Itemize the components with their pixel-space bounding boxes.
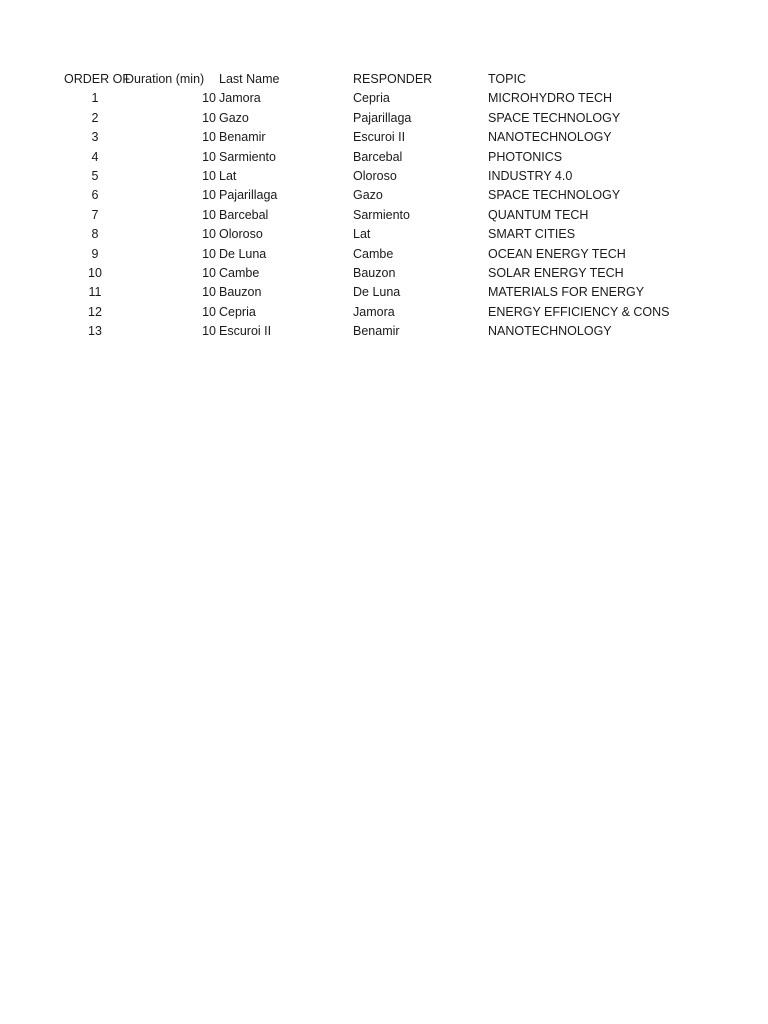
- duration-cell: 10: [202, 188, 216, 203]
- last-name-cell: Lat: [219, 168, 237, 183]
- order-cell: 13: [88, 324, 102, 339]
- responder-cell: Pajarillaga: [353, 110, 412, 125]
- topic-cell: SOLAR ENERGY TECH: [488, 265, 624, 280]
- topic-cell: OCEAN ENERGY TECH: [488, 246, 626, 261]
- table-row: [0, 303, 768, 322]
- duration-cell: 10: [202, 285, 216, 300]
- table-row: [0, 283, 768, 302]
- table-row: [0, 245, 768, 264]
- topic-cell: NANOTECHNOLOGY: [488, 324, 612, 339]
- schedule-rows: [0, 89, 768, 341]
- header-duration: Duration (min): [125, 72, 205, 86]
- topic-cell: QUANTUM TECH: [488, 207, 589, 222]
- last-name-cell: Cepria: [219, 304, 256, 319]
- table-row: [0, 225, 768, 244]
- order-cell: 6: [91, 188, 99, 203]
- last-name-cell: Jamora: [219, 91, 261, 106]
- table-row: [0, 322, 768, 341]
- order-cell: 5: [91, 168, 99, 183]
- last-name-cell: Escuroi II: [219, 324, 272, 339]
- order-cell: 4: [91, 149, 99, 164]
- last-name-cell: Cambe: [219, 265, 260, 280]
- duration-cell: 10: [202, 91, 216, 106]
- duration-cell: 10: [202, 110, 216, 125]
- header-topic: TOPIC: [488, 72, 526, 86]
- topic-cell: SPACE TECHNOLOGY: [488, 188, 621, 203]
- responder-cell: Escuroi II: [353, 130, 406, 145]
- last-name-cell: Pajarillaga: [219, 188, 278, 203]
- responder-cell: Sarmiento: [353, 207, 410, 222]
- table-row: [0, 264, 768, 283]
- duration-cell: 10: [202, 207, 216, 222]
- table-row: [0, 206, 768, 225]
- last-name-cell: Benamir: [219, 130, 266, 145]
- table-row: [0, 148, 768, 167]
- order-cell: 7: [91, 207, 99, 222]
- duration-cell: 10: [202, 304, 216, 319]
- header-order: ORDER OF: [64, 72, 130, 86]
- responder-cell: Oloroso: [353, 168, 397, 183]
- order-cell: 11: [88, 285, 102, 300]
- duration-cell: 10: [202, 168, 216, 183]
- topic-cell: NANOTECHNOLOGY: [488, 130, 612, 145]
- header-last-name: Last Name: [219, 72, 280, 86]
- responder-cell: Gazo: [353, 188, 383, 203]
- order-cell: 3: [91, 130, 99, 145]
- last-name-cell: Oloroso: [219, 227, 263, 242]
- schedule-sheet: [0, 70, 768, 341]
- header-row: [0, 70, 768, 89]
- table-row: [0, 89, 768, 108]
- responder-cell: De Luna: [353, 285, 401, 300]
- order-cell: 8: [91, 227, 99, 242]
- topic-cell: SPACE TECHNOLOGY: [488, 110, 621, 125]
- last-name-cell: Gazo: [219, 110, 249, 125]
- responder-cell: Lat: [353, 227, 371, 242]
- duration-cell: 10: [202, 130, 216, 145]
- responder-cell: Cepria: [353, 91, 390, 106]
- responder-cell: Barcebal: [353, 149, 403, 164]
- duration-cell: 10: [202, 324, 216, 339]
- last-name-cell: Bauzon: [219, 285, 262, 300]
- last-name-cell: Sarmiento: [219, 149, 276, 164]
- order-cell: 12: [88, 304, 102, 319]
- topic-cell: MATERIALS FOR ENERGY: [488, 285, 645, 300]
- table-row: [0, 109, 768, 128]
- topic-cell: INDUSTRY 4.0: [488, 168, 573, 183]
- topic-cell: ENERGY EFFICIENCY & CONS: [488, 304, 670, 319]
- duration-cell: 10: [202, 149, 216, 164]
- table-row: [0, 128, 768, 147]
- topic-cell: MICROHYDRO TECH: [488, 91, 613, 106]
- order-cell: 1: [91, 91, 99, 106]
- duration-cell: 10: [202, 265, 216, 280]
- order-cell: 2: [91, 110, 99, 125]
- topic-cell: SMART CITIES: [488, 227, 576, 242]
- responder-cell: Bauzon: [353, 265, 396, 280]
- table-row: [0, 167, 768, 186]
- topic-cell: PHOTONICS: [488, 149, 563, 164]
- order-cell: 9: [91, 246, 99, 261]
- last-name-cell: Barcebal: [219, 207, 269, 222]
- table-row: [0, 186, 768, 205]
- order-cell: 10: [88, 265, 102, 280]
- responder-cell: Benamir: [353, 324, 400, 339]
- last-name-cell: De Luna: [219, 246, 267, 261]
- duration-cell: 10: [202, 246, 216, 261]
- responder-cell: Cambe: [353, 246, 394, 261]
- header-responder: RESPONDER: [353, 72, 433, 86]
- responder-cell: Jamora: [353, 304, 395, 319]
- duration-cell: 10: [202, 227, 216, 242]
